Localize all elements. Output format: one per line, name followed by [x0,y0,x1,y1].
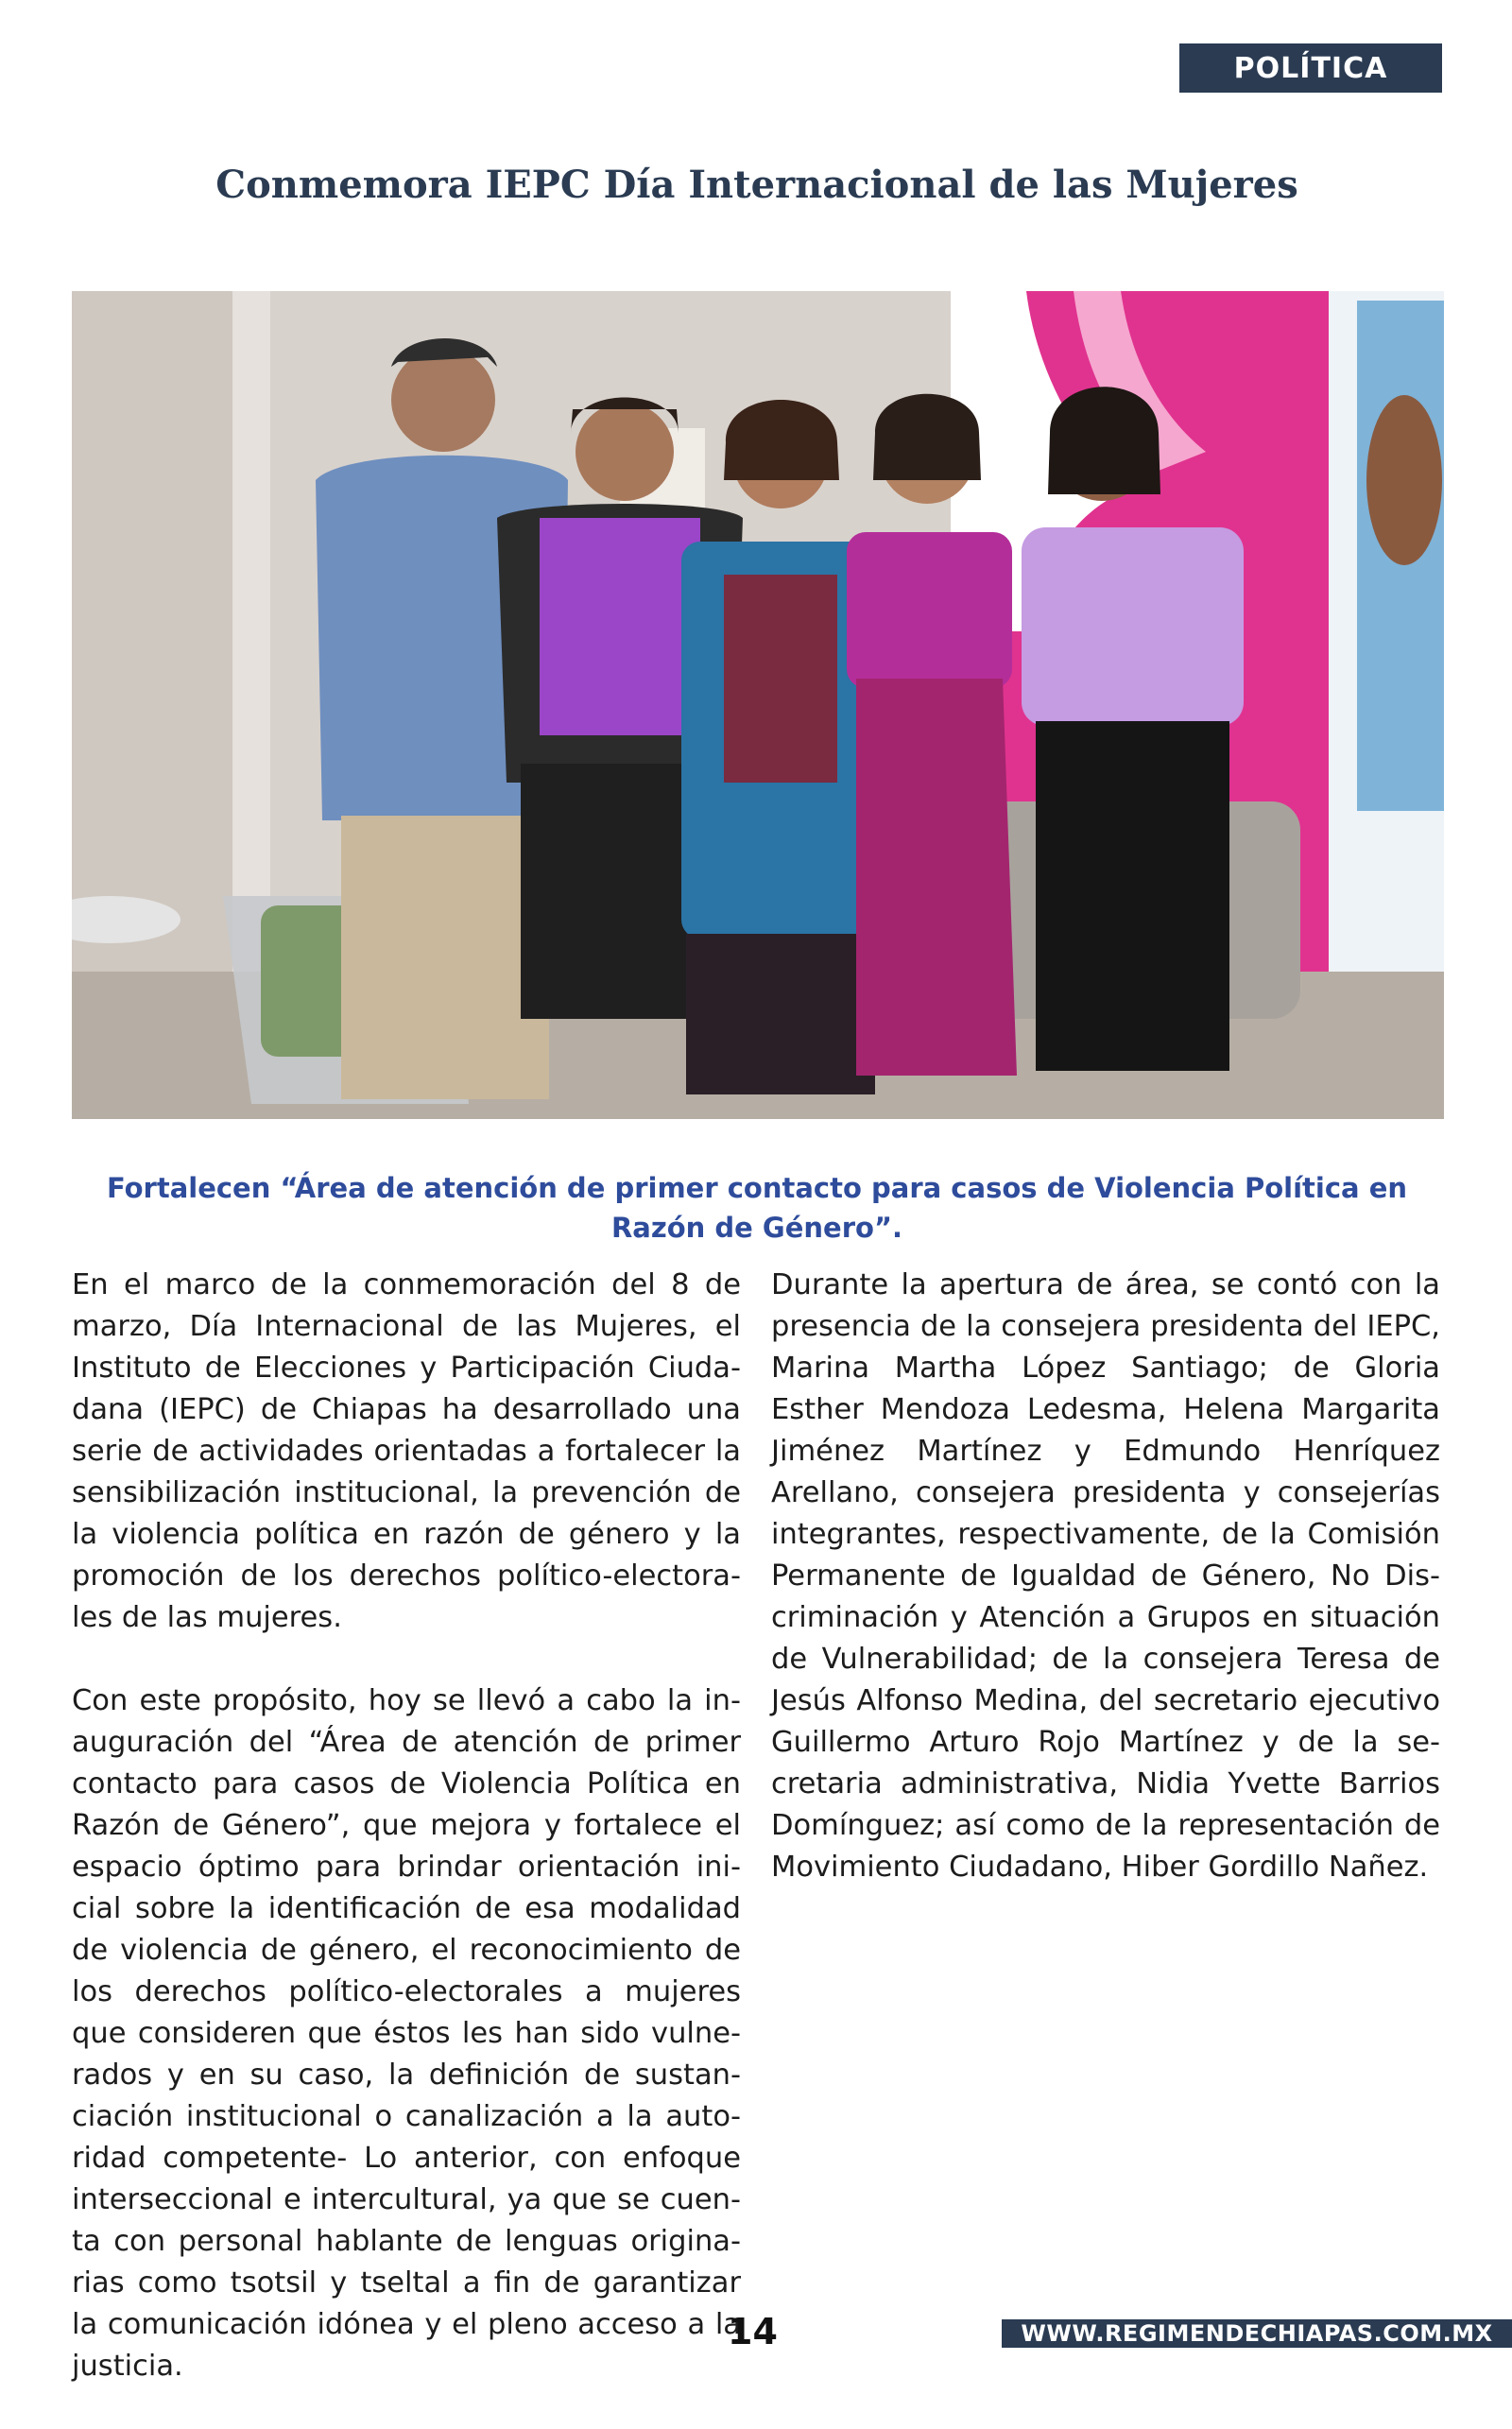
page-number: 14 [728,2311,778,2352]
article-column-right [771,1265,1440,1930]
section-tag: POLÍTICA [1179,43,1442,93]
paragraph: En el marco de la conmemoración del 8 de marzo, Día Internacional de las Mujeres, el Instituto de Elecciones y Participación Ciudadana (IEPC) de Chiapas ha desarrollado una serie de actividades orientadas a fortalecer la sensibilización institucional, la prevención de la violencia política en razón de género y la promoción de los derechos político-electorales de las mujeres. [72,1268,741,1634]
photo-caption: Fortalecen “Área de atención de primer contacto para casos de Violencia Política en Razón de Género”. [106,1172,1408,1244]
article-photo [72,291,1444,1119]
article-headline: Conmemora IEPC Día Internacional de las Mujeres [215,163,1298,207]
paragraph: Con este propósito, hoy se llevó a cabo la inauguración del “Área de atención de primer contacto para casos de Violencia Política en Razón de Género”, que mejora y fortalece el espacio óptimo para brindar orientación inicial sobre la identificación de esa modalidad de violencia de género, el reconocimiento de los derechos político-electorales a mujeres que consideren que éstos les han sido vulnerados y en su caso, la definición de sustanciación institucional o canalización a la autoridad competente- Lo anterior, con enfoque interseccional e intercultural, ya que se cuenta con personal hablante de lenguas originarias como tsotsil y tseltal a fin de garantizar la comunicación idónea y el pleno acceso a la justicia. [72,1684,741,2383]
paragraph: Durante la apertura de área, se contó con la presencia de la consejera presidenta del IEPC, Marina Martha López Santiago; de Gloria Esther Mendoza Ledesma, Helena Margarita Jiménez Martínez y Edmundo Henríquez Arellano, consejera presidenta y consejerías integrantes, respectivamente, de la Comisión Permanente de Igualdad de Género, No Discriminación y Atención a Grupos en situación de Vulnerabilidad; de la consejera Teresa de Jesús Alfonso Medina, del secretario ejecutivo Guillermo Arturo Rojo Martínez y de la secretaria administrativa, Nidia Yvette Barrios Domínguez; así como de la representación de Movimiento Ciudadano, Hiber Gordillo Nañez. [771,1268,1440,1884]
website-link[interactable]: WWW.REGIMENDECHIAPAS.COM.MX [1002,2319,1512,2348]
article-column-left [72,1265,741,2429]
